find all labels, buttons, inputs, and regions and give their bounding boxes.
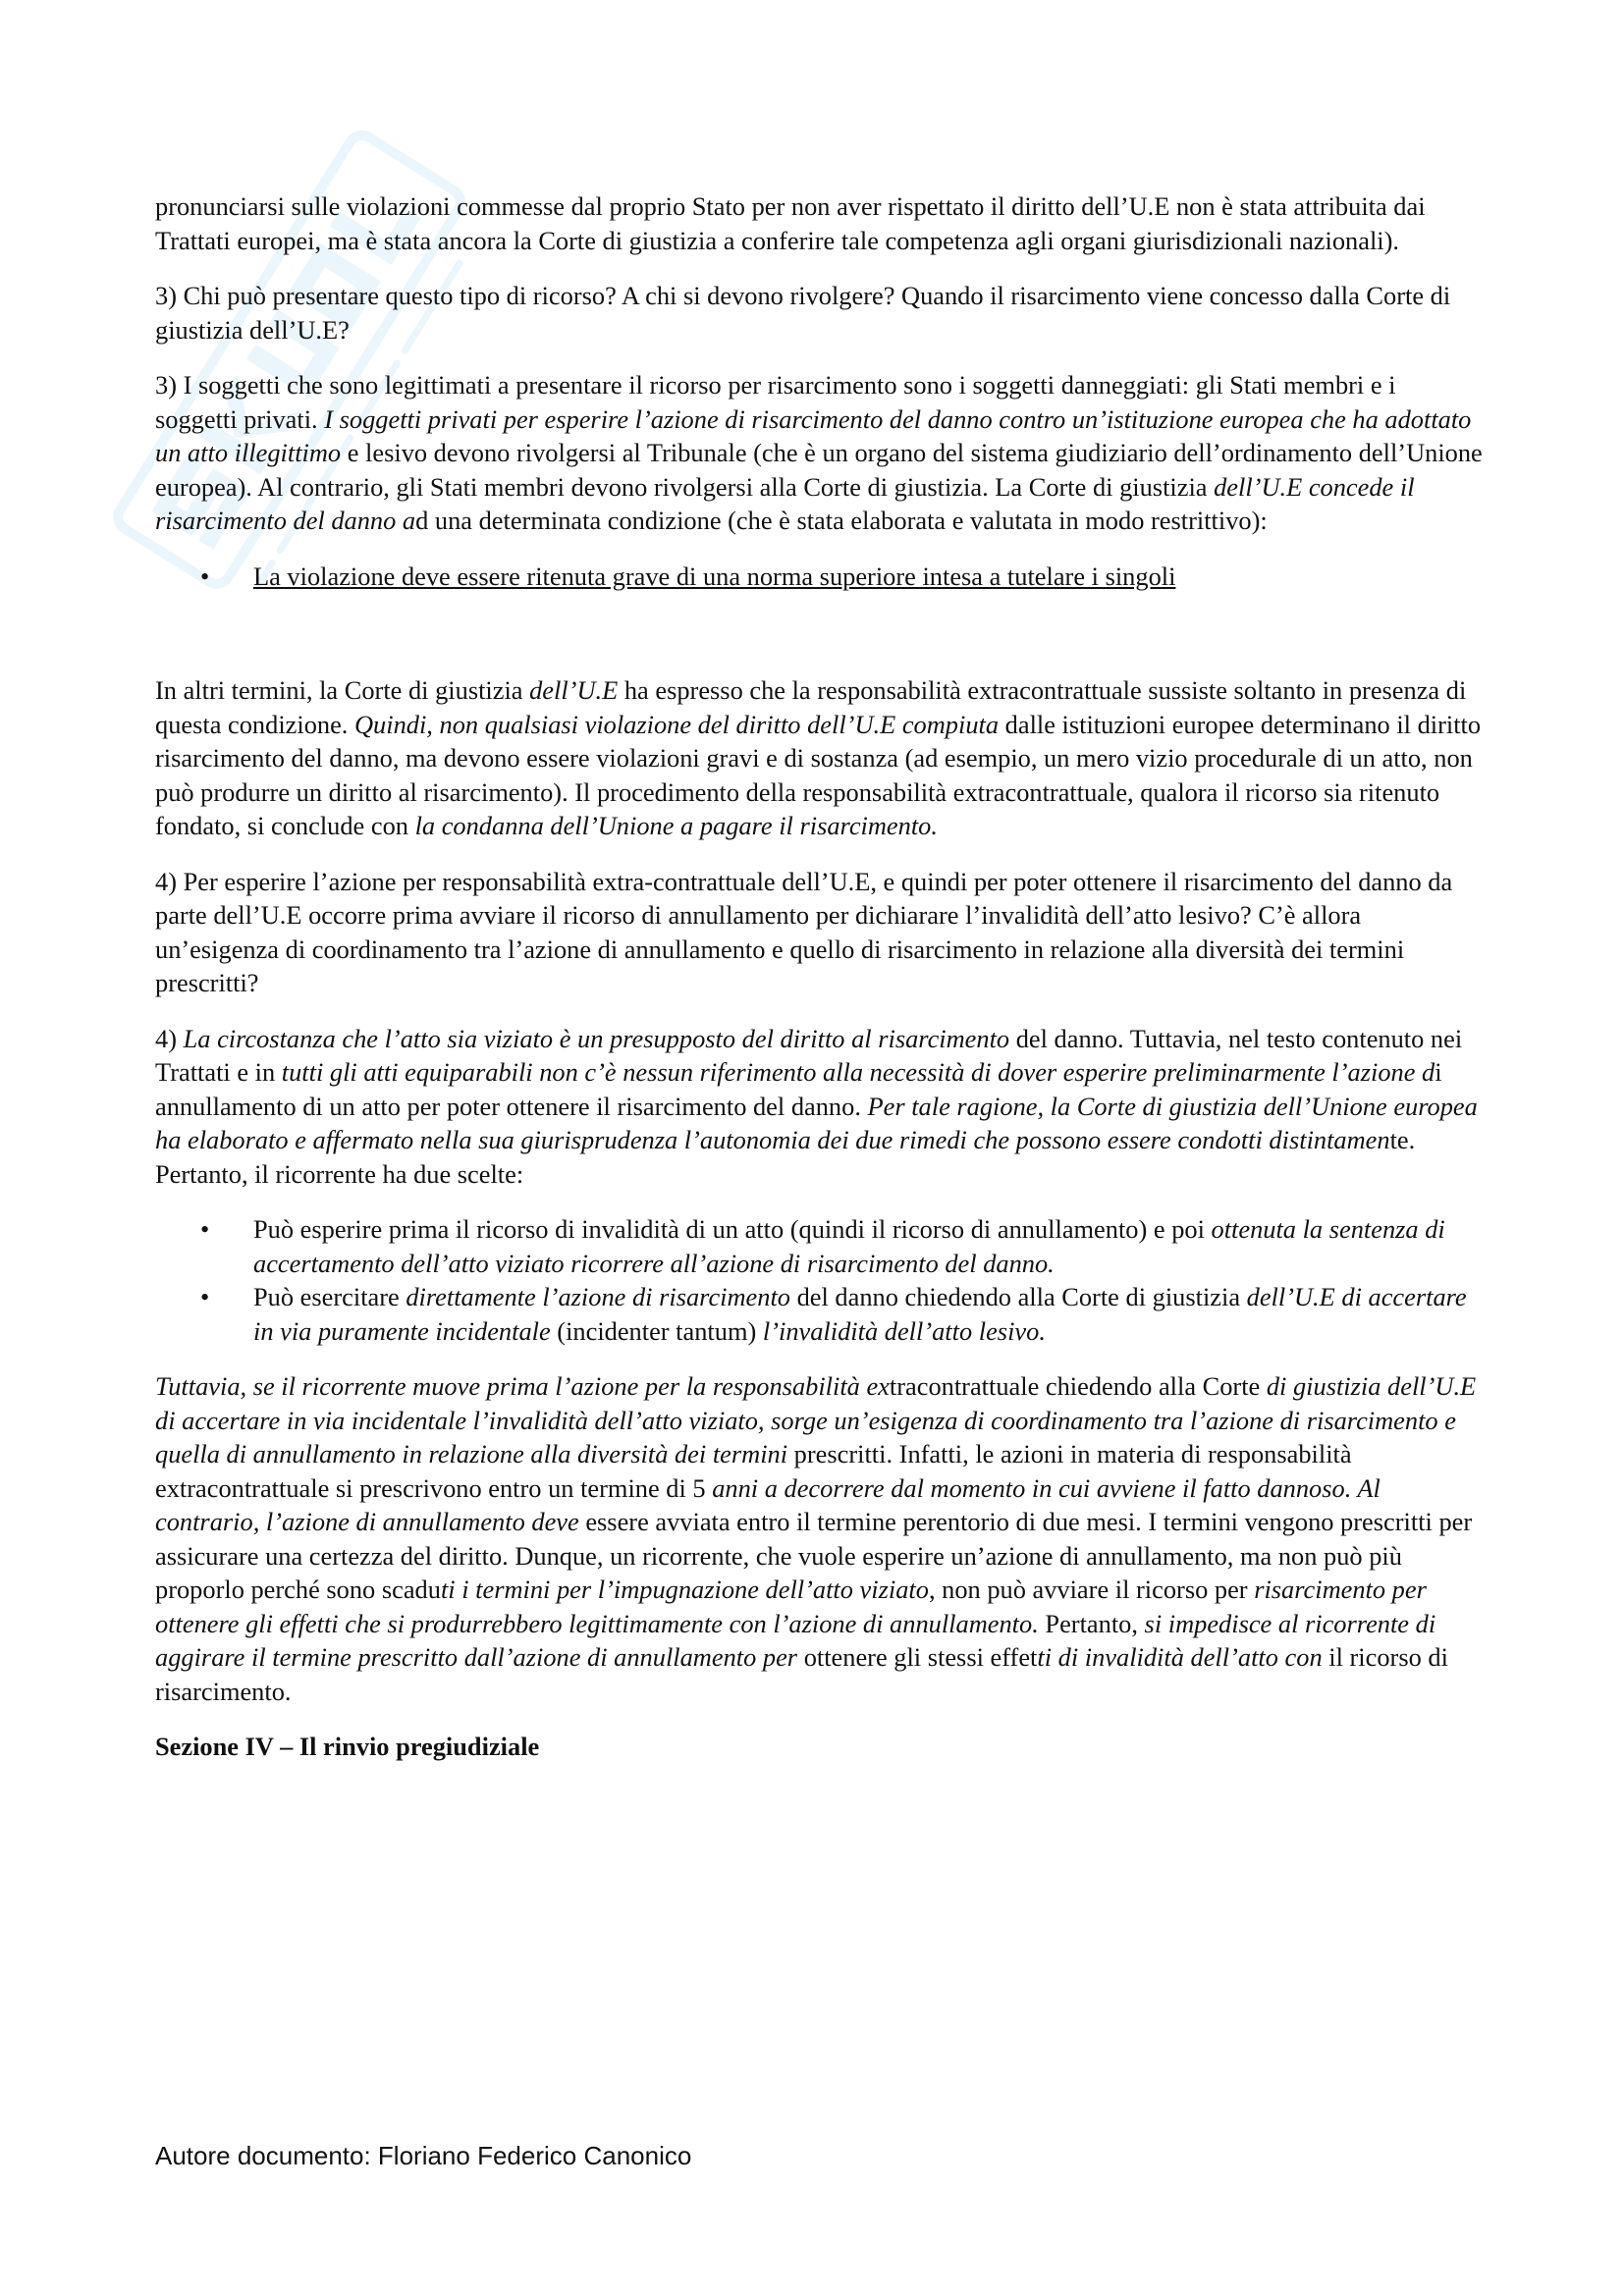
answer-3-italic: dell’U.E concede il risarcimento del danno a	[155, 471, 1415, 535]
answer-4-italic: tutti gli atti equiparabili non c’è nessun riferimento alla necessità di dover esperire preliminarmente l’azione d	[281, 1057, 1435, 1087]
paragraph-text: tracontrattuale chiedendo alla Corte	[889, 1371, 1267, 1401]
condition-text: La violazione deve essere ritenuta grave di una norma superiore intesa a tutelare i singoli	[253, 561, 1176, 591]
answer-3-text: d una determinata condizione (che è stata elaborata e valutata in modo restrittivo):	[415, 506, 1268, 535]
choice-text: (incidenter tantum)	[550, 1315, 763, 1346]
paragraph-text: ha espresso che la responsabilità extracontrattuale sussiste soltanto in presenza di questa condizione.	[155, 675, 1467, 739]
choices-list	[155, 1212, 1483, 1348]
answer-3-text: 3) I soggetti che sono legittimati a presentare il ricorso per risarcimento sono i soggetti danneggiati: gli Stati membri e i soggetti privati.	[155, 370, 1396, 434]
paragraph-tuttavia	[155, 1369, 1483, 1708]
choice-italic: l’invalidità dell’atto lesivo.	[762, 1315, 1046, 1346]
question-4	[155, 865, 1483, 1000]
paragraph-italic: la condanna dell’Unione a pagare il risarcimento.	[414, 811, 938, 840]
bullet-icon: •	[200, 1282, 210, 1311]
question-4-text: 4) Per esperire l’azione per responsabilità extra-contrattuale dell’U.E, e quindi per poter ottenere il risarcimento del danno da parte dell’U.E occorre prima avviare il ricorso di annullamento per dichiarare l’invalidità dell’atto lesivo? C’è allora un’esigenza di coordinamento tra l’azione di annullamento e quello di risarcimento in relazione alla diversità dei termini prescritti?	[155, 866, 1453, 997]
paragraph-text: dalle istituzioni europee determinano il diritto risarcimento del danno, ma devono essere violazioni gravi e di sostanza (ad esempio, un mero vizio procedurale di un atto, non può produrre un diritto al risarcimento). Il procedimento della responsabilità extracontrattuale, qualora il ricorso sia ritenuto fondato, si conclude con	[155, 709, 1482, 840]
paragraph-italic: Quindi, non qualsiasi violazione del diritto dell’U.E compiuta	[354, 709, 1000, 739]
paragraph-italic: anni a decorrere dal momento in cui avviene il fatto dannoso. Al contrario, l’azione di annullamento deve	[155, 1472, 1380, 1536]
paragraph-text: ottenere gli stessi effet	[797, 1642, 1038, 1672]
paragraph-italic: si impedisce al ricorrente di aggirare il termine prescritto dall’azione di annullamento per	[155, 1608, 1436, 1672]
paragraph-intro	[155, 189, 1483, 257]
question-3-text: 3) Chi può presentare questo tipo di ricorso? A chi si devono rivolgere? Quando il risarcimento viene concesso dalla Corte di giustizia dell’U.E?	[155, 281, 1451, 345]
list-item	[155, 1280, 1483, 1348]
answer-4-italic: La circostanza che l’atto sia viziato è un presupposto del diritto al risarcimento	[183, 1023, 1010, 1053]
answer-4-italic: Per tale ragione, la Corte di giustizia dell’Unione europea ha elaborato e affermato nella sua giurisprudenza l’autonomia dei due rimedi che possono essere condotti distintamen	[155, 1091, 1478, 1154]
choice-text: del danno chiedendo alla Corte di giustizia	[790, 1282, 1247, 1311]
section-heading: Sezione IV – Il rinvio pregiudiziale	[155, 1732, 540, 1761]
answer-4-text: i annullamento di un atto per poter ottenere il risarcimento del danno.	[155, 1057, 1442, 1121]
list-item	[155, 1212, 1483, 1280]
document-footer: Autore documento: Floriano Federico Canonico	[155, 2141, 692, 2170]
answer-4-text: del danno. Tuttavia, nel testo contenuto nei Trattati e in	[155, 1023, 1463, 1087]
paragraph-text: In altri termini, la Corte di giustizia	[155, 675, 530, 705]
answer-4	[155, 1022, 1483, 1192]
choice-italic: direttamente l’azione di risarcimento	[406, 1282, 790, 1311]
answer-3	[155, 368, 1483, 538]
paragraph-text: essere avviata entro il termine perentorio di due mesi. I termini vengono prescritti per assicurare una certezza del diritto. Dunque, un ricorrente, che vuole esperire un’azione di annullamento, ma non può più proporlo perché sono scadu	[155, 1507, 1473, 1604]
bullet-icon: •	[200, 561, 210, 591]
paragraph-italic: dell’U.E	[529, 675, 619, 705]
choice-text: Può esperire prima il ricorso di invalidità di un atto (quindi il ricorso di annullamento) e poi	[253, 1214, 1212, 1244]
choice-italic: ottenuta la sentenza di accertamento dell’atto viziato ricorrere all’azione di risarcimento del danno.	[253, 1214, 1445, 1278]
paragraph-text: prescritti. Infatti, le azioni in materia di responsabilità extracontrattuale si prescrivono entro un termine di 5	[155, 1439, 1352, 1503]
list-item	[155, 560, 1483, 594]
question-3	[155, 279, 1483, 347]
bullet-icon: •	[200, 1214, 210, 1244]
paragraph-text: il ricorso di risarcimento.	[155, 1642, 1448, 1706]
answer-4-text: 4)	[155, 1023, 184, 1053]
paragraph-italic: di giustizia dell’U.E di accertare in via incidentale l’invalidità dell’atto viziato, sorge un’esigenza di coordinamento tra l’azione di risarcimento e quella di annullamento in relazione alla diversità dei termini	[155, 1371, 1477, 1468]
paragraph-italic: risarcimento per ottenere gli effetti che si produrrebbero legittimamente con l’azione di annullamento.	[155, 1575, 1427, 1638]
paragraph-italic: Tuttavia, se il ricorrente muove prima l’azione per la responsabilità ex	[155, 1371, 890, 1401]
answer-3-text: e lesivo devono rivolgersi al Tribunale (che è un organo del sistema giudiziario dell’ordinamento dell’Unione europea). Al contrario, gli Stati membri devono rivolgersi alla Corte di giustizia. La Corte di giustizia	[155, 438, 1483, 502]
condition-list	[155, 560, 1483, 594]
intro-text: pronunciarsi sulle violazioni commesse dal proprio Stato per non aver rispettato il diritto dell’U.E non è stata attribuita dai Trattati europei, ma è stata ancora la Corte di giustizia a conferire tale competenza agli organi giurisdizionali nazionali).	[155, 191, 1426, 255]
paragraph-altri-termini	[155, 673, 1483, 843]
choice-italic: dell’U.E di accertare in via puramente incidentale	[253, 1282, 1467, 1346]
paragraph-text: , non può avviare il ricorso per	[928, 1575, 1255, 1604]
paragraph-italic: ti di invalidità dell’atto con	[1037, 1642, 1323, 1672]
paragraph-text: Pertanto,	[1038, 1608, 1145, 1638]
paragraph-italic: ti i termini per l’impugnazione dell’atto viziato	[440, 1575, 929, 1604]
answer-3-italic: I soggetti privati per esperire l’azione di risarcimento del danno contro un’istituzione europea che ha adottato un atto illegittimo	[155, 403, 1472, 467]
choice-text: Può esercitare	[253, 1282, 406, 1311]
document-page	[155, 189, 1483, 1786]
answer-4-text: te. Pertanto, il ricorrente ha due scelte:	[155, 1125, 1416, 1189]
